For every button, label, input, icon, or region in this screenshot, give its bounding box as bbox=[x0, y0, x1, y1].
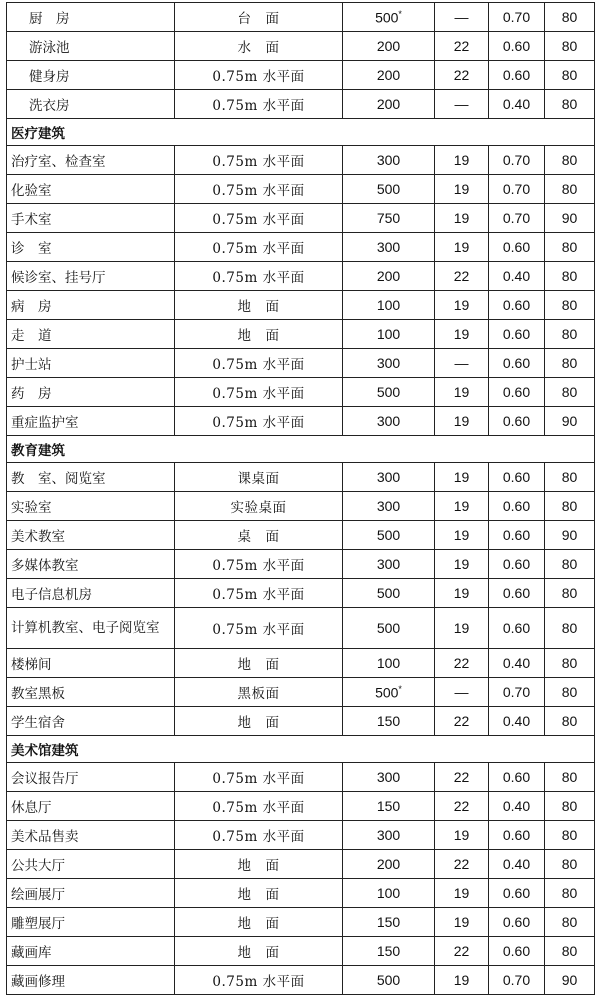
ugr-cell: 19 bbox=[435, 407, 489, 436]
uniformity-cell: 0.70 bbox=[489, 678, 545, 707]
uniformity-cell: 0.60 bbox=[489, 463, 545, 492]
reference-plane-cell: 0.75m 水平面 bbox=[175, 175, 343, 204]
footnote-mark: * bbox=[398, 8, 402, 19]
reference-plane-cell: 地 面 bbox=[175, 879, 343, 908]
table-row bbox=[7, 378, 595, 407]
color-rendering-cell: 80 bbox=[545, 879, 595, 908]
color-rendering-cell: 80 bbox=[545, 262, 595, 291]
color-rendering-cell: 80 bbox=[545, 608, 595, 649]
illuminance-cell: 200 bbox=[343, 262, 435, 291]
ugr-cell: 19 bbox=[435, 879, 489, 908]
illuminance-value: 500 bbox=[375, 684, 399, 701]
color-rendering-cell: 80 bbox=[545, 492, 595, 521]
table-row bbox=[7, 550, 595, 579]
uniformity-cell: 0.60 bbox=[489, 579, 545, 608]
ugr-cell: 19 bbox=[435, 521, 489, 550]
uniformity-cell: 0.60 bbox=[489, 320, 545, 349]
illuminance-cell: 200 bbox=[343, 32, 435, 61]
reference-plane-cell: 0.75m 水平面 bbox=[175, 966, 343, 995]
uniformity-cell: 0.60 bbox=[489, 349, 545, 378]
ugr-cell: 19 bbox=[435, 579, 489, 608]
table-row bbox=[7, 262, 595, 291]
room-name-cell: 学生宿舍 bbox=[7, 707, 175, 736]
illuminance-cell bbox=[343, 3, 435, 32]
section-header-row bbox=[7, 436, 595, 463]
table-row bbox=[7, 349, 595, 378]
color-rendering-cell: 90 bbox=[545, 966, 595, 995]
color-rendering-cell: 90 bbox=[545, 407, 595, 436]
ugr-cell: 19 bbox=[435, 233, 489, 262]
ugr-cell: 22 bbox=[435, 32, 489, 61]
uniformity-cell: 0.60 bbox=[489, 550, 545, 579]
room-name-cell: 重症监护室 bbox=[7, 407, 175, 436]
table-row bbox=[7, 32, 595, 61]
ugr-cell: 19 bbox=[435, 821, 489, 850]
ugr-cell: 19 bbox=[435, 291, 489, 320]
reference-plane-cell: 0.75m 水平面 bbox=[175, 407, 343, 436]
table-row bbox=[7, 850, 595, 879]
ugr-cell: 19 bbox=[435, 175, 489, 204]
section-header-row bbox=[7, 119, 595, 146]
uniformity-cell: 0.60 bbox=[489, 61, 545, 90]
color-rendering-cell: 80 bbox=[545, 90, 595, 119]
reference-plane-cell: 0.75m 水平面 bbox=[175, 146, 343, 175]
room-name-cell: 会议报告厅 bbox=[7, 763, 175, 792]
table-row bbox=[7, 146, 595, 175]
section-title: 教育建筑 bbox=[7, 436, 595, 463]
uniformity-cell: 0.60 bbox=[489, 233, 545, 262]
color-rendering-cell: 80 bbox=[545, 61, 595, 90]
illuminance-cell: 300 bbox=[343, 492, 435, 521]
illuminance-cell: 150 bbox=[343, 707, 435, 736]
illuminance-cell: 500 bbox=[343, 608, 435, 649]
color-rendering-cell: 80 bbox=[545, 175, 595, 204]
color-rendering-cell: 80 bbox=[545, 649, 595, 678]
table-row bbox=[7, 291, 595, 320]
reference-plane-cell: 桌 面 bbox=[175, 521, 343, 550]
reference-plane-cell: 黑板面 bbox=[175, 678, 343, 707]
table-row bbox=[7, 3, 595, 32]
section-title: 美术馆建筑 bbox=[7, 736, 595, 763]
illuminance-cell: 500 bbox=[343, 378, 435, 407]
illuminance-cell: 500 bbox=[343, 175, 435, 204]
ugr-cell: 19 bbox=[435, 908, 489, 937]
reference-plane-cell: 地 面 bbox=[175, 850, 343, 879]
reference-plane-cell: 地 面 bbox=[175, 649, 343, 678]
table-row bbox=[7, 707, 595, 736]
illuminance-cell: 150 bbox=[343, 792, 435, 821]
room-name-cell: 美术品售卖 bbox=[7, 821, 175, 850]
illuminance-cell: 500 bbox=[343, 521, 435, 550]
ugr-cell: 22 bbox=[435, 792, 489, 821]
table-row bbox=[7, 937, 595, 966]
table-row bbox=[7, 233, 595, 262]
table-row bbox=[7, 492, 595, 521]
color-rendering-cell: 90 bbox=[545, 204, 595, 233]
uniformity-cell: 0.40 bbox=[489, 90, 545, 119]
uniformity-cell: 0.60 bbox=[489, 879, 545, 908]
room-name-cell: 健身房 bbox=[7, 61, 175, 90]
color-rendering-cell: 80 bbox=[545, 550, 595, 579]
reference-plane-cell: 实验桌面 bbox=[175, 492, 343, 521]
illuminance-cell: 300 bbox=[343, 550, 435, 579]
room-name-cell: 电子信息机房 bbox=[7, 579, 175, 608]
table-row bbox=[7, 407, 595, 436]
room-name-cell: 药 房 bbox=[7, 378, 175, 407]
reference-plane-cell: 0.75m 水平面 bbox=[175, 233, 343, 262]
room-name-cell: 教室黑板 bbox=[7, 678, 175, 707]
room-name-cell: 藏画修理 bbox=[7, 966, 175, 995]
table-row bbox=[7, 879, 595, 908]
illuminance-cell: 300 bbox=[343, 349, 435, 378]
color-rendering-cell: 80 bbox=[545, 378, 595, 407]
ugr-cell: — bbox=[435, 90, 489, 119]
reference-plane-cell: 地 面 bbox=[175, 320, 343, 349]
color-rendering-cell: 80 bbox=[545, 821, 595, 850]
table-row bbox=[7, 608, 595, 649]
color-rendering-cell: 80 bbox=[545, 850, 595, 879]
illuminance-cell: 150 bbox=[343, 908, 435, 937]
uniformity-cell: 0.40 bbox=[489, 850, 545, 879]
illuminance-cell: 100 bbox=[343, 320, 435, 349]
ugr-cell: 19 bbox=[435, 966, 489, 995]
illuminance-cell: 200 bbox=[343, 850, 435, 879]
uniformity-cell: 0.70 bbox=[489, 204, 545, 233]
room-name-cell: 楼梯间 bbox=[7, 649, 175, 678]
ugr-cell: 19 bbox=[435, 463, 489, 492]
color-rendering-cell: 80 bbox=[545, 763, 595, 792]
reference-plane-cell: 台 面 bbox=[175, 3, 343, 32]
ugr-cell: — bbox=[435, 3, 489, 32]
table-row bbox=[7, 908, 595, 937]
ugr-cell: 19 bbox=[435, 608, 489, 649]
reference-plane-cell: 地 面 bbox=[175, 707, 343, 736]
ugr-cell: 19 bbox=[435, 146, 489, 175]
illuminance-standards-table bbox=[6, 2, 595, 995]
illuminance-cell: 500 bbox=[343, 966, 435, 995]
uniformity-cell: 0.60 bbox=[489, 407, 545, 436]
reference-plane-cell: 0.75m 水平面 bbox=[175, 61, 343, 90]
room-name-cell: 走 道 bbox=[7, 320, 175, 349]
reference-plane-cell: 0.75m 水平面 bbox=[175, 821, 343, 850]
table-row bbox=[7, 678, 595, 707]
ugr-cell: — bbox=[435, 349, 489, 378]
table-row bbox=[7, 61, 595, 90]
footnote-mark: * bbox=[398, 683, 402, 694]
color-rendering-cell: 80 bbox=[545, 579, 595, 608]
table-row bbox=[7, 521, 595, 550]
room-name-cell: 休息厅 bbox=[7, 792, 175, 821]
table-row bbox=[7, 579, 595, 608]
ugr-cell: 22 bbox=[435, 262, 489, 291]
table-row bbox=[7, 821, 595, 850]
ugr-cell: 22 bbox=[435, 850, 489, 879]
uniformity-cell: 0.60 bbox=[489, 378, 545, 407]
ugr-cell: 22 bbox=[435, 649, 489, 678]
color-rendering-cell: 80 bbox=[545, 937, 595, 966]
room-name-cell: 多媒体教室 bbox=[7, 550, 175, 579]
color-rendering-cell: 80 bbox=[545, 463, 595, 492]
color-rendering-cell: 80 bbox=[545, 678, 595, 707]
illuminance-cell: 300 bbox=[343, 821, 435, 850]
color-rendering-cell: 80 bbox=[545, 349, 595, 378]
illuminance-cell: 100 bbox=[343, 649, 435, 678]
uniformity-cell: 0.40 bbox=[489, 707, 545, 736]
reference-plane-cell: 课桌面 bbox=[175, 463, 343, 492]
uniformity-cell: 0.40 bbox=[489, 649, 545, 678]
reference-plane-cell: 0.75m 水平面 bbox=[175, 349, 343, 378]
uniformity-cell: 0.60 bbox=[489, 521, 545, 550]
ugr-cell: 19 bbox=[435, 550, 489, 579]
color-rendering-cell: 80 bbox=[545, 146, 595, 175]
room-name-cell: 手术室 bbox=[7, 204, 175, 233]
room-name-cell: 计算机教室、电子阅览室 bbox=[7, 608, 175, 649]
uniformity-cell: 0.70 bbox=[489, 966, 545, 995]
ugr-cell: 19 bbox=[435, 204, 489, 233]
illuminance-cell: 300 bbox=[343, 233, 435, 262]
ugr-cell: 22 bbox=[435, 707, 489, 736]
uniformity-cell: 0.70 bbox=[489, 175, 545, 204]
illuminance-cell: 300 bbox=[343, 146, 435, 175]
uniformity-cell: 0.70 bbox=[489, 146, 545, 175]
color-rendering-cell: 80 bbox=[545, 291, 595, 320]
illuminance-cell: 100 bbox=[343, 291, 435, 320]
table-row bbox=[7, 966, 595, 995]
room-name-cell: 藏画库 bbox=[7, 937, 175, 966]
illuminance-cell: 200 bbox=[343, 61, 435, 90]
reference-plane-cell: 0.75m 水平面 bbox=[175, 792, 343, 821]
table-row bbox=[7, 463, 595, 492]
room-name-cell: 洗衣房 bbox=[7, 90, 175, 119]
color-rendering-cell: 80 bbox=[545, 32, 595, 61]
illuminance-cell: 200 bbox=[343, 90, 435, 119]
reference-plane-cell: 地 面 bbox=[175, 937, 343, 966]
illuminance-cell: 300 bbox=[343, 407, 435, 436]
room-name-cell: 化验室 bbox=[7, 175, 175, 204]
color-rendering-cell: 80 bbox=[545, 320, 595, 349]
uniformity-cell: 0.60 bbox=[489, 937, 545, 966]
uniformity-cell: 0.60 bbox=[489, 908, 545, 937]
table-row bbox=[7, 649, 595, 678]
room-name-cell: 诊 室 bbox=[7, 233, 175, 262]
room-name-cell: 治疗室、检查室 bbox=[7, 146, 175, 175]
illuminance-cell: 750 bbox=[343, 204, 435, 233]
uniformity-cell: 0.60 bbox=[489, 492, 545, 521]
ugr-cell: 22 bbox=[435, 61, 489, 90]
uniformity-cell: 0.60 bbox=[489, 608, 545, 649]
room-name-cell: 绘画展厅 bbox=[7, 879, 175, 908]
illuminance-cell: 300 bbox=[343, 463, 435, 492]
illuminance-value: 500 bbox=[375, 9, 399, 26]
room-name-cell: 教 室、阅览室 bbox=[7, 463, 175, 492]
ugr-cell: — bbox=[435, 678, 489, 707]
ugr-cell: 22 bbox=[435, 937, 489, 966]
reference-plane-cell: 水 面 bbox=[175, 32, 343, 61]
uniformity-cell: 0.40 bbox=[489, 262, 545, 291]
illuminance-cell: 300 bbox=[343, 763, 435, 792]
table-row bbox=[7, 90, 595, 119]
room-name-cell: 实验室 bbox=[7, 492, 175, 521]
reference-plane-cell: 0.75m 水平面 bbox=[175, 378, 343, 407]
room-name-cell: 游泳池 bbox=[7, 32, 175, 61]
reference-plane-cell: 0.75m 水平面 bbox=[175, 204, 343, 233]
reference-plane-cell: 0.75m 水平面 bbox=[175, 90, 343, 119]
uniformity-cell: 0.60 bbox=[489, 763, 545, 792]
reference-plane-cell: 地 面 bbox=[175, 291, 343, 320]
illuminance-cell bbox=[343, 678, 435, 707]
color-rendering-cell: 80 bbox=[545, 233, 595, 262]
table-row bbox=[7, 792, 595, 821]
illuminance-cell: 500 bbox=[343, 579, 435, 608]
ugr-cell: 22 bbox=[435, 763, 489, 792]
section-title: 医疗建筑 bbox=[7, 119, 595, 146]
ugr-cell: 19 bbox=[435, 492, 489, 521]
table-row bbox=[7, 175, 595, 204]
reference-plane-cell: 0.75m 水平面 bbox=[175, 763, 343, 792]
uniformity-cell: 0.40 bbox=[489, 792, 545, 821]
ugr-cell: 19 bbox=[435, 378, 489, 407]
illuminance-cell: 150 bbox=[343, 937, 435, 966]
uniformity-cell: 0.60 bbox=[489, 821, 545, 850]
reference-plane-cell: 地 面 bbox=[175, 908, 343, 937]
reference-plane-cell: 0.75m 水平面 bbox=[175, 262, 343, 291]
color-rendering-cell: 80 bbox=[545, 908, 595, 937]
table-row bbox=[7, 204, 595, 233]
table-row bbox=[7, 320, 595, 349]
room-name-cell: 厨 房 bbox=[7, 3, 175, 32]
color-rendering-cell: 90 bbox=[545, 521, 595, 550]
uniformity-cell: 0.60 bbox=[489, 32, 545, 61]
room-name-cell: 雕塑展厅 bbox=[7, 908, 175, 937]
room-name-cell: 公共大厅 bbox=[7, 850, 175, 879]
room-name-cell: 护士站 bbox=[7, 349, 175, 378]
room-name-cell: 候诊室、挂号厅 bbox=[7, 262, 175, 291]
color-rendering-cell: 80 bbox=[545, 792, 595, 821]
reference-plane-cell: 0.75m 水平面 bbox=[175, 550, 343, 579]
table-body bbox=[7, 3, 595, 995]
table-row bbox=[7, 763, 595, 792]
illuminance-cell: 100 bbox=[343, 879, 435, 908]
color-rendering-cell: 80 bbox=[545, 3, 595, 32]
uniformity-cell: 0.70 bbox=[489, 3, 545, 32]
section-header-row bbox=[7, 736, 595, 763]
room-name-cell: 美术教室 bbox=[7, 521, 175, 550]
room-name-cell: 病 房 bbox=[7, 291, 175, 320]
color-rendering-cell: 80 bbox=[545, 707, 595, 736]
uniformity-cell: 0.60 bbox=[489, 291, 545, 320]
reference-plane-cell: 0.75m 水平面 bbox=[175, 579, 343, 608]
reference-plane-cell: 0.75m 水平面 bbox=[175, 608, 343, 649]
ugr-cell: 19 bbox=[435, 320, 489, 349]
